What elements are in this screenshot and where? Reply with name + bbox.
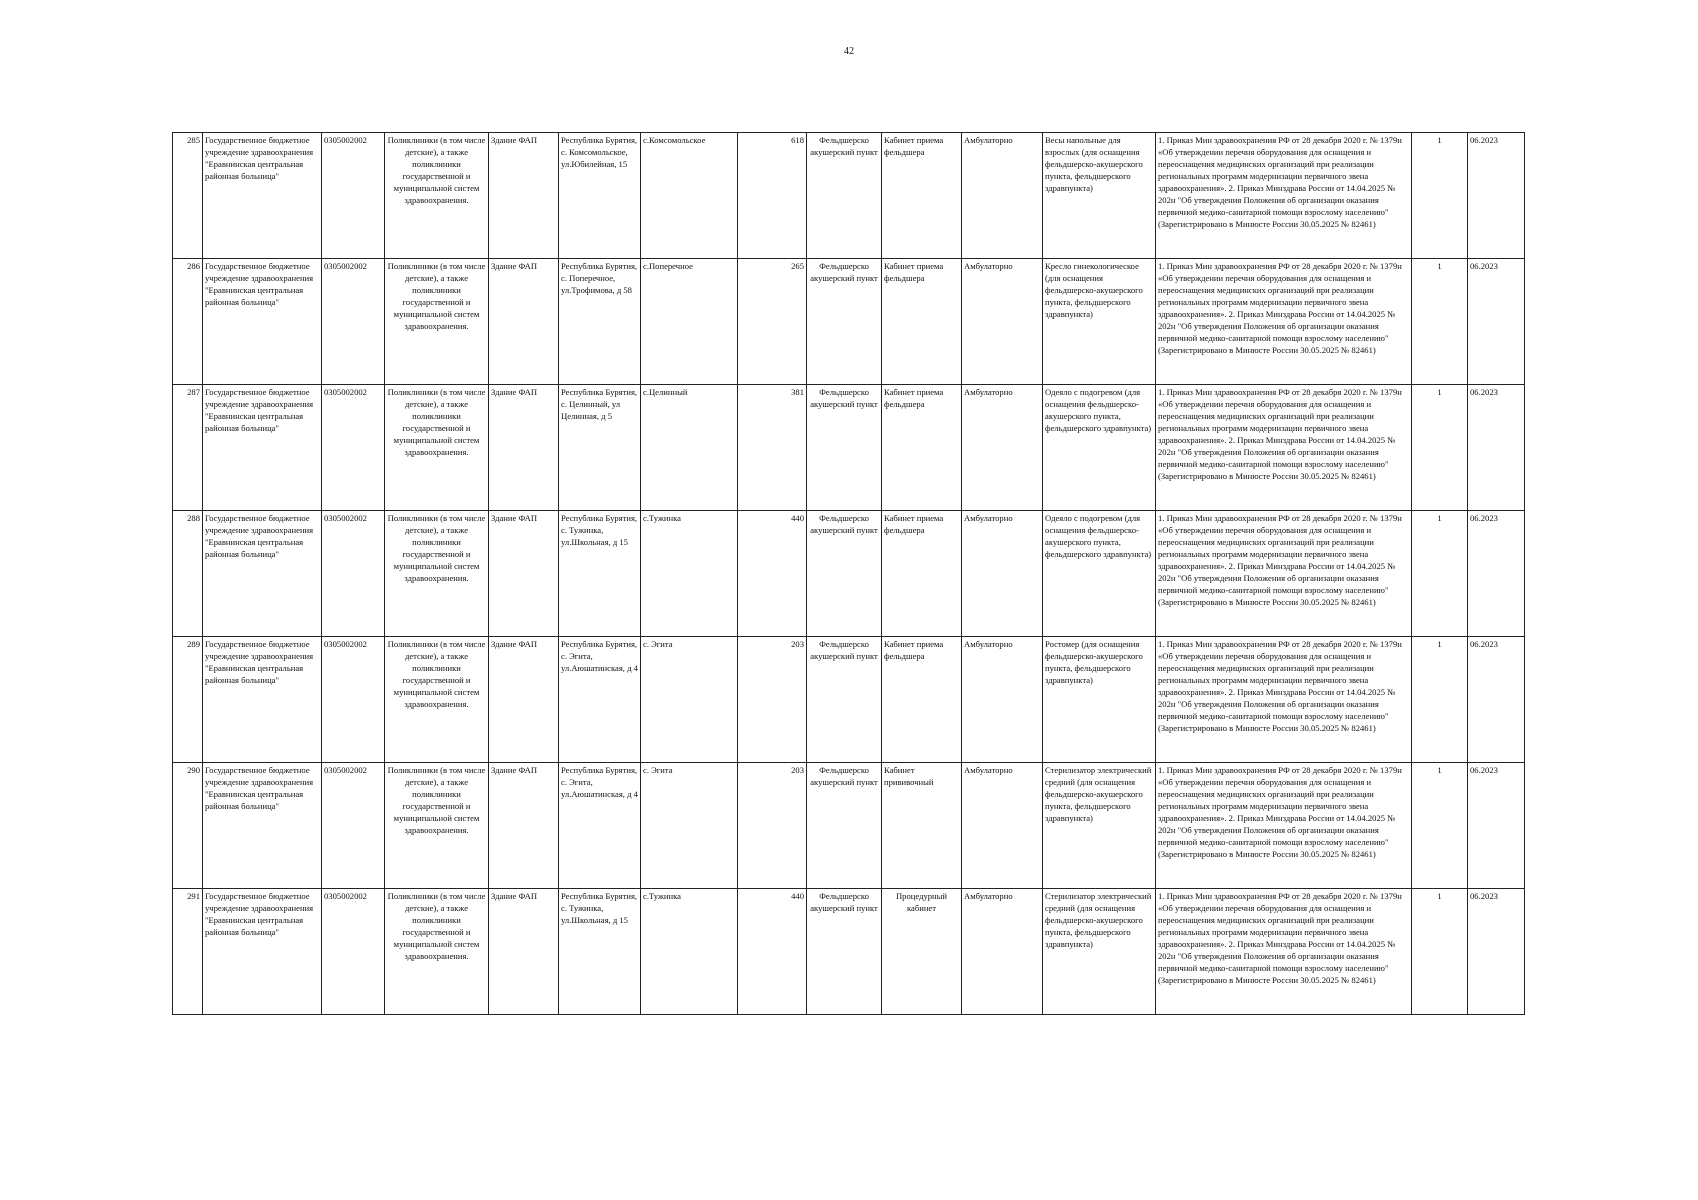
equipment-cell: Ростомер (для оснащения фельдшерско-акушерского пункта, фельдшерского здравпункта) [1043,637,1156,763]
settlement-cell: с. Эгита [641,637,738,763]
room-cell: Кабинет приема фельдшера [882,637,962,763]
table-row [173,511,1525,637]
building-cell: Здание ФАП [489,511,559,637]
row-number: 289 [173,637,203,763]
quantity-cell: 1 [1412,133,1468,259]
address-cell: Республика Бурятия, с. Эгита, ул.Аюшатинская, д 4 [559,637,641,763]
table-row [173,259,1525,385]
code-cell: 0305002002 [322,889,385,1015]
unit-type-cell: Фельдшерско акушерский пункт [807,637,882,763]
row-number: 290 [173,763,203,889]
room-cell: Процедурный кабинет [882,889,962,1015]
institution-cell: Государственное бюджетное учреждение здравоохранения "Еравнинская центральная районная больница" [203,133,322,259]
date-cell: 06.2023 [1468,133,1525,259]
date-cell: 06.2023 [1468,385,1525,511]
institution-cell: Государственное бюджетное учреждение здравоохранения "Еравнинская центральная районная больница" [203,763,322,889]
department-cell: Поликлиники (в том числе детские), а также поликлиники государственной и муниципальной систем здравоохранения. [385,889,489,1015]
department-cell: Поликлиники (в том числе детские), а также поликлиники государственной и муниципальной систем здравоохранения. [385,511,489,637]
institution-cell: Государственное бюджетное учреждение здравоохранения "Еравнинская центральная районная больница" [203,385,322,511]
equipment-registry-table [172,132,1525,1015]
unit-type-cell: Фельдшерско акушерский пункт [807,763,882,889]
address-cell: Республика Бурятия, с. Поперечное, ул.Трофимова, д 58 [559,259,641,385]
room-cell: Кабинет приема фельдшера [882,511,962,637]
settlement-cell: с.Поперечное [641,259,738,385]
unit-type-cell: Фельдшерско акушерский пункт [807,385,882,511]
population-cell: 440 [738,511,807,637]
table-row [173,763,1525,889]
equipment-cell: Кресло гинекологическое (для оснащения фельдшерско-акушерского пункта, фельдшерского здравпункта) [1043,259,1156,385]
building-cell: Здание ФАП [489,385,559,511]
quantity-cell: 1 [1412,763,1468,889]
date-cell: 06.2023 [1468,637,1525,763]
table-row [173,385,1525,511]
equipment-cell: Одеяло с подогревом (для оснащения фельдшерско-акушерского пункта, фельдшерского здравпункта) [1043,511,1156,637]
population-cell: 440 [738,889,807,1015]
date-cell: 06.2023 [1468,763,1525,889]
table-row [173,133,1525,259]
address-cell: Республика Бурятия, с. Тужинка, ул.Школьная, д 15 [559,511,641,637]
population-cell: 265 [738,259,807,385]
date-cell: 06.2023 [1468,889,1525,1015]
row-number: 287 [173,385,203,511]
building-cell: Здание ФАП [489,259,559,385]
care-type-cell: Амбулаторно [962,259,1043,385]
legal-basis-cell: 1. Приказ Мин здравоохранения РФ от 28 декабря 2020 г. № 1379н «Об утверждении перечня оборудования для оснащения и переоснащения медицинских организаций при реализации региональных программ модернизации первичного звена здравоохранения». 2. Приказ Минздрава России от 14.04.2025 № 202н "Об утверждения Положения об организации оказания первичной медико-санитарной помощи взрослому населению" (Зарегистрировано в Минюсте России 30.05.2025 № 82461) [1156,259,1412,385]
address-cell: Республика Бурятия, с. Комсомольское, ул.Юбилейная, 15 [559,133,641,259]
code-cell: 0305002002 [322,637,385,763]
population-cell: 381 [738,385,807,511]
department-cell: Поликлиники (в том числе детские), а также поликлиники государственной и муниципальной систем здравоохранения. [385,637,489,763]
population-cell: 203 [738,637,807,763]
building-cell: Здание ФАП [489,637,559,763]
row-number: 288 [173,511,203,637]
equipment-cell: Одеяло с подогревом (для оснащения фельдшерско-акушерского пункта, фельдшерского здравпункта) [1043,385,1156,511]
date-cell: 06.2023 [1468,511,1525,637]
legal-basis-cell: 1. Приказ Мин здравоохранения РФ от 28 декабря 2020 г. № 1379н «Об утверждении перечня оборудования для оснащения и переоснащения медицинских организаций при реализации региональных программ модернизации первичного звена здравоохранения». 2. Приказ Минздрава России от 14.04.2025 № 202н "Об утверждения Положения об организации оказания первичной медико-санитарной помощи взрослому населению" (Зарегистрировано в Минюсте России 30.05.2025 № 82461) [1156,511,1412,637]
table-row [173,637,1525,763]
care-type-cell: Амбулаторно [962,511,1043,637]
population-cell: 203 [738,763,807,889]
legal-basis-cell: 1. Приказ Мин здравоохранения РФ от 28 декабря 2020 г. № 1379н «Об утверждении перечня оборудования для оснащения и переоснащения медицинских организаций при реализации региональных программ модернизации первичного звена здравоохранения». 2. Приказ Минздрава России от 14.04.2025 № 202н "Об утверждения Положения об организации оказания первичной медико-санитарной помощи взрослому населению" (Зарегистрировано в Минюсте России 30.05.2025 № 82461) [1156,133,1412,259]
quantity-cell: 1 [1412,511,1468,637]
unit-type-cell: Фельдшерско акушерский пункт [807,511,882,637]
quantity-cell: 1 [1412,259,1468,385]
department-cell: Поликлиники (в том числе детские), а также поликлиники государственной и муниципальной систем здравоохранения. [385,133,489,259]
room-cell: Кабинет прививочный [882,763,962,889]
code-cell: 0305002002 [322,133,385,259]
care-type-cell: Амбулаторно [962,889,1043,1015]
settlement-cell: с.Тужинка [641,889,738,1015]
quantity-cell: 1 [1412,889,1468,1015]
care-type-cell: Амбулаторно [962,133,1043,259]
department-cell: Поликлиники (в том числе детские), а также поликлиники государственной и муниципальной систем здравоохранения. [385,385,489,511]
quantity-cell: 1 [1412,637,1468,763]
department-cell: Поликлиники (в том числе детские), а также поликлиники государственной и муниципальной систем здравоохранения. [385,763,489,889]
code-cell: 0305002002 [322,385,385,511]
unit-type-cell: Фельдшерско акушерский пункт [807,133,882,259]
institution-cell: Государственное бюджетное учреждение здравоохранения "Еравнинская центральная районная больница" [203,889,322,1015]
care-type-cell: Амбулаторно [962,637,1043,763]
date-cell: 06.2023 [1468,259,1525,385]
address-cell: Республика Бурятия, с. Эгита, ул.Аюшатинская, д 4 [559,763,641,889]
institution-cell: Государственное бюджетное учреждение здравоохранения "Еравнинская центральная районная больница" [203,259,322,385]
settlement-cell: с.Целинный [641,385,738,511]
legal-basis-cell: 1. Приказ Мин здравоохранения РФ от 28 декабря 2020 г. № 1379н «Об утверждении перечня оборудования для оснащения и переоснащения медицинских организаций при реализации региональных программ модернизации первичного звена здравоохранения». 2. Приказ Минздрава России от 14.04.2025 № 202н "Об утверждения Положения об организации оказания первичной медико-санитарной помощи взрослому населению" (Зарегистрировано в Минюсте России 30.05.2025 № 82461) [1156,763,1412,889]
row-number: 286 [173,259,203,385]
settlement-cell: с.Комсомольское [641,133,738,259]
page-number: 42 [844,46,854,57]
quantity-cell: 1 [1412,385,1468,511]
address-cell: Республика Бурятия, с. Целинный, ул Целинная, д 5 [559,385,641,511]
equipment-cell: Стерилизатор электрический средний (для оснащения фельдшерско-акушерского пункта, фельдшерского здравпункта) [1043,763,1156,889]
care-type-cell: Амбулаторно [962,385,1043,511]
building-cell: Здание ФАП [489,133,559,259]
institution-cell: Государственное бюджетное учреждение здравоохранения "Еравнинская центральная районная больница" [203,637,322,763]
room-cell: Кабинет приема фельдшера [882,259,962,385]
code-cell: 0305002002 [322,259,385,385]
address-cell: Республика Бурятия, с. Тужинка, ул.Школьная, д 15 [559,889,641,1015]
population-cell: 618 [738,133,807,259]
unit-type-cell: Фельдшерско акушерский пункт [807,259,882,385]
room-cell: Кабинет приема фельдшера [882,133,962,259]
legal-basis-cell: 1. Приказ Мин здравоохранения РФ от 28 декабря 2020 г. № 1379н «Об утверждении перечня оборудования для оснащения и переоснащения медицинских организаций при реализации региональных программ модернизации первичного звена здравоохранения». 2. Приказ Минздрава России от 14.04.2025 № 202н "Об утверждения Положения об организации оказания первичной медико-санитарной помощи взрослому населению" (Зарегистрировано в Минюсте России 30.05.2025 № 82461) [1156,637,1412,763]
legal-basis-cell: 1. Приказ Мин здравоохранения РФ от 28 декабря 2020 г. № 1379н «Об утверждении перечня оборудования для оснащения и переоснащения медицинских организаций при реализации региональных программ модернизации первичного звена здравоохранения». 2. Приказ Минздрава России от 14.04.2025 № 202н "Об утверждения Положения об организации оказания первичной медико-санитарной помощи взрослому населению" (Зарегистрировано в Минюсте России 30.05.2025 № 82461) [1156,889,1412,1015]
code-cell: 0305002002 [322,511,385,637]
department-cell: Поликлиники (в том числе детские), а также поликлиники государственной и муниципальной систем здравоохранения. [385,259,489,385]
institution-cell: Государственное бюджетное учреждение здравоохранения "Еравнинская центральная районная больница" [203,511,322,637]
row-number: 285 [173,133,203,259]
building-cell: Здание ФАП [489,763,559,889]
row-number: 291 [173,889,203,1015]
settlement-cell: с.Тужинка [641,511,738,637]
registry-body [173,133,1525,1015]
legal-basis-cell: 1. Приказ Мин здравоохранения РФ от 28 декабря 2020 г. № 1379н «Об утверждении перечня оборудования для оснащения и переоснащения медицинских организаций при реализации региональных программ модернизации первичного звена здравоохранения». 2. Приказ Минздрава России от 14.04.2025 № 202н "Об утверждения Положения об организации оказания первичной медико-санитарной помощи взрослому населению" (Зарегистрировано в Минюсте России 30.05.2025 № 82461) [1156,385,1412,511]
equipment-cell: Весы напольные для взрослых (для оснащения фельдшерско-акушерского пункта, фельдшерского здравпункта) [1043,133,1156,259]
room-cell: Кабинет приема фельдшера [882,385,962,511]
equipment-cell: Стерилизатор электрический средний (для оснащения фельдшерско-акушерского пункта, фельдшерского здравпункта) [1043,889,1156,1015]
code-cell: 0305002002 [322,763,385,889]
settlement-cell: с. Эгита [641,763,738,889]
building-cell: Здание ФАП [489,889,559,1015]
unit-type-cell: Фельдшерско акушерский пункт [807,889,882,1015]
care-type-cell: Амбулаторно [962,763,1043,889]
table-row [173,889,1525,1015]
